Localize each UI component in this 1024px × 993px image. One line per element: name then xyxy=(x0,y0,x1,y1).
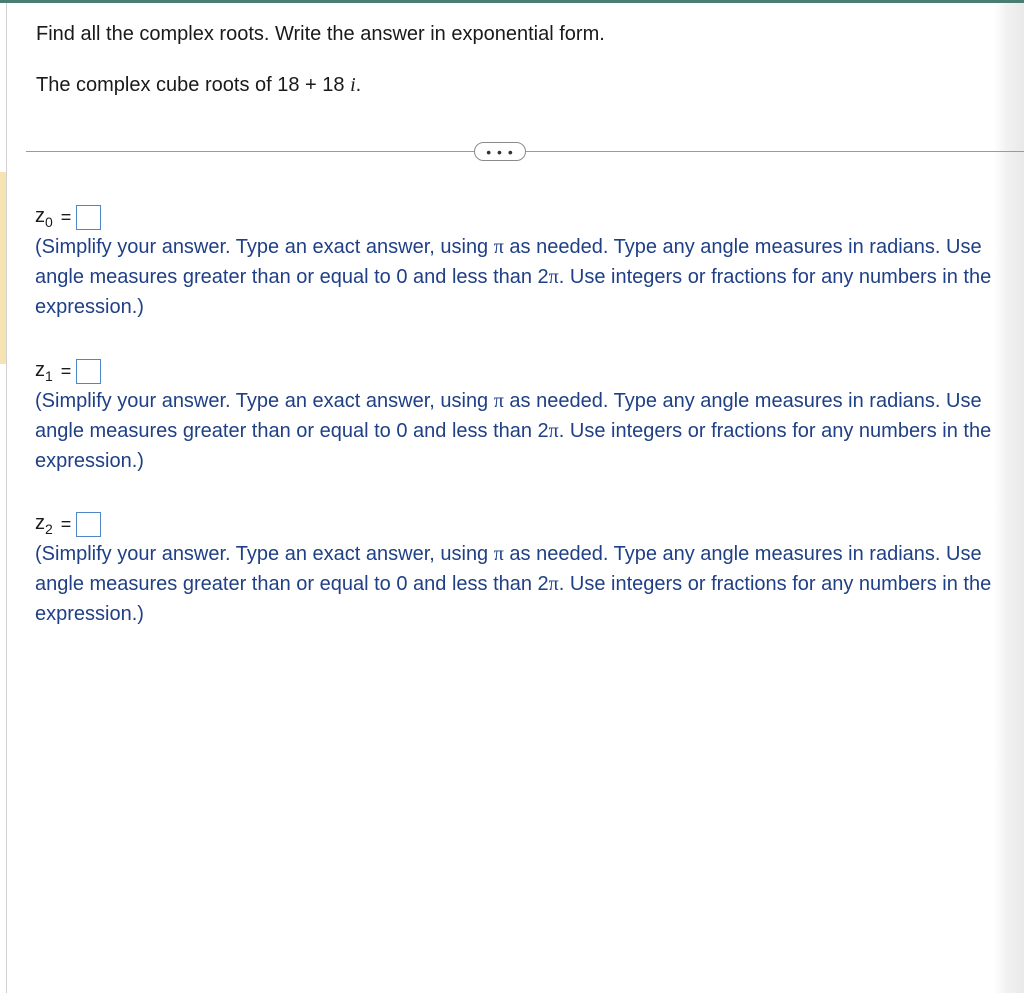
answer-block-z1 xyxy=(35,356,995,476)
equals-sign: = xyxy=(60,513,72,534)
question-instruction: Find all the complex roots. Write the answer in exponential form. xyxy=(36,23,605,45)
root-variable-z0: $z_0$ xyxy=(35,204,53,230)
active-question-marker xyxy=(0,172,6,364)
equals-sign: = xyxy=(60,206,72,227)
answer-hint-z2: (Simplify your answer. Type an exact answer, using π as needed. Type any angle measures in radians. Use angle measures greater than or equal to 0 and less than 2π. Use integers or fractions for any numbers in the expression.) xyxy=(35,543,992,625)
answer-input-z0[interactable] xyxy=(76,205,101,230)
answer-input-z2[interactable] xyxy=(76,512,101,537)
answer-block-z2 xyxy=(35,509,995,629)
answer-row-z2 xyxy=(35,509,995,539)
question-prompt xyxy=(36,74,361,97)
answer-hint-z0: (Simplify your answer. Type an exact answer, using π as needed. Type any angle measures in radians. Use angle measures greater than or equal to 0 and less than 2π. Use integers or fractions for any numbers in the expression.) xyxy=(35,236,992,318)
equals-sign: = xyxy=(60,360,72,381)
top-rule xyxy=(0,0,1024,3)
answer-row-z0 xyxy=(35,202,995,232)
left-border xyxy=(6,3,7,993)
answer-row-z1 xyxy=(35,356,995,386)
answer-hint-z1: (Simplify your answer. Type an exact answer, using π as needed. Type any angle measures in radians. Use angle measures greater than or equal to 0 and less than 2π. Use integers or fractions for any numbers in the expression.) xyxy=(35,390,992,472)
expand-more-button[interactable] xyxy=(474,142,526,161)
root-variable-z2: $z_2$ xyxy=(35,511,53,537)
answer-input-z1[interactable] xyxy=(76,359,101,384)
root-variable-z1: $z_1$ xyxy=(35,358,53,384)
prompt-period: . xyxy=(355,74,362,96)
imaginary-unit: i xyxy=(350,74,356,96)
prompt-text: The complex cube roots of 18 + 18 xyxy=(36,74,345,96)
answer-block-z0 xyxy=(35,202,995,322)
ellipsis-icon: • • • xyxy=(486,143,514,160)
